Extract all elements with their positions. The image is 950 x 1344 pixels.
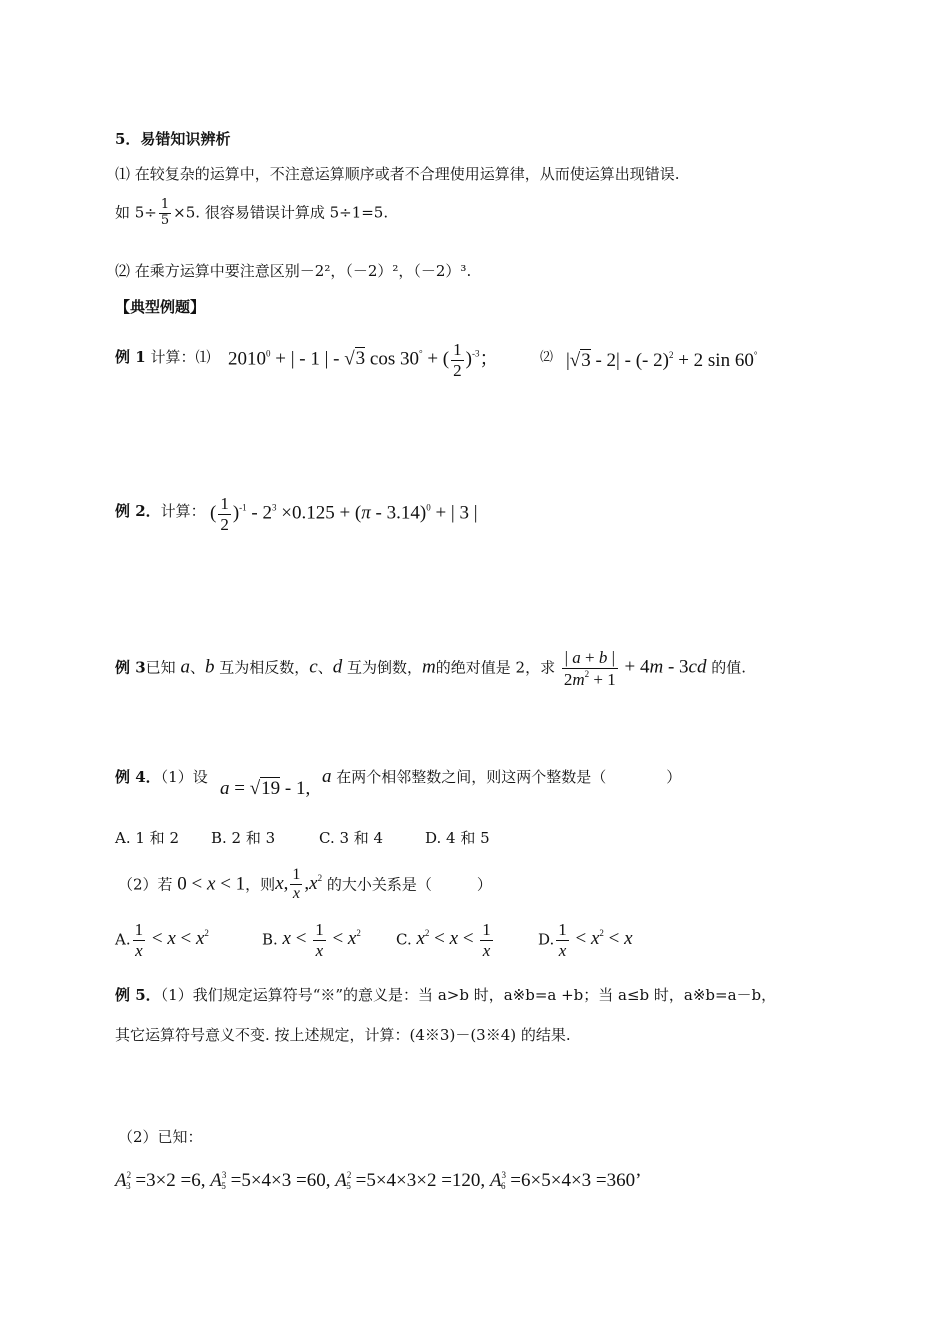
examples-heading: 【典型例题】 xyxy=(115,298,206,316)
option-c: C. 3 和 4 xyxy=(319,829,384,847)
example-1-part2-label: ⑵ xyxy=(540,350,554,365)
example-1-intro: 计算：⑴ xyxy=(150,348,211,366)
example-2 xyxy=(115,500,206,521)
var-c: c xyxy=(309,656,318,678)
example-1-formula-2: |√3 - 2| - (- 2)$^2$ + 2 sin 60° xyxy=(566,350,758,371)
example-3-label: 例 3 xyxy=(115,658,146,677)
paragraph-3: ⑵ 在乘方运算中要注意区别－2²，（－2）²，（－2）³. xyxy=(115,262,472,280)
example-4-option-a: A. $\frac{1}{x}$ < $x < x^2$ xyxy=(115,920,209,960)
example-4-part-1: 例 4．（1）设 xyxy=(115,768,208,786)
example-4-label: 例 4． xyxy=(115,768,161,786)
option-d: D. 4 和 5 xyxy=(425,829,490,847)
var-m: m xyxy=(422,656,436,678)
var-d: d xyxy=(332,656,343,678)
p2-suffix: ×5. 很容易错误计算成 5÷1=5. xyxy=(173,203,389,222)
example-1-label: 例 1 xyxy=(115,348,146,366)
paragraph-1: ⑴ 在较复杂的运算中，不注意运算顺序或者不合理使用运算律，从而使运算出现错误. xyxy=(115,165,680,183)
section-heading: 5．易错知识辨析 xyxy=(115,130,231,148)
example-1-formula-1: $2010^0$ + | - 1 | - √3 cos 30° + ( $\frac{1}{2}$ )$^{-3}$； xyxy=(228,340,499,380)
example-4-part-1-text: a 在两个相邻整数之间，则这两个整数是（ ） xyxy=(322,766,682,787)
example-4-option-d: D. $\frac{1}{x}$ < $x^2 < x$ xyxy=(538,920,633,960)
example-3-fraction: $\frac{| a + b |}{2m^2 + 1}$ xyxy=(563,648,616,689)
p2-prefix: 如 5÷ xyxy=(115,203,157,222)
example-5-part-2: （2）已知： xyxy=(118,1128,203,1146)
option-b: B. 2 和 3 xyxy=(211,829,276,847)
example-2-formula: ( $\frac{1}{2}$ )$^{-1} - 2^3 \times 0.125 + (\pi - 3.14)^0$ + | 3 | xyxy=(210,494,478,534)
fraction-one-fifth: $\frac{1}{5}$ xyxy=(160,197,170,228)
example-4-options-1 xyxy=(115,827,490,848)
example-5-line-2: 其它运算符号意义不变. 按上述规定，计算：(4※3)－(3※4) 的结果. xyxy=(115,1026,571,1044)
var-b: b xyxy=(204,656,215,678)
example-4-option-c: C. $x^2 < x$ < $\frac{1}{x}$ xyxy=(396,920,491,960)
example-2-intro: 计算： xyxy=(160,502,206,520)
paragraph-2 xyxy=(115,198,388,229)
example-5-label: 例 5． xyxy=(115,986,161,1004)
option-a: A. 1 和 2 xyxy=(115,829,179,847)
example-1 xyxy=(115,346,210,367)
example-2-label: 例 2． xyxy=(115,502,161,520)
example-3: 例 3已知 a、b 互为相反数，c、d 互为倒数，m的绝对值是 2，求 $\frac{| a + b |}{2m^2 + 1}$ + 4m - 3cd 的值. xyxy=(115,648,747,689)
example-4-option-b: B. x < $\frac{1}{x}$ < $x^2$ xyxy=(262,920,361,960)
example-4-formula-1: a = √19 - 1, xyxy=(220,778,311,799)
example-5-line-1: 例 5．（1）我们规定运算符号“※”的意义是：当 a>b 时，a※b=a +b；当 a≤b 时，a※b=a－b， xyxy=(115,986,777,1004)
example-4-part-2: （2）若 0 < x < 1，则x, $\frac{1}{x}$ $,x^2$ 的大小关系是（ ） xyxy=(118,866,492,903)
example-5-formula: $A^2_3 =3\times 2 =6$, $A^3_5 =5\times 4\times 3 =60$, $A^2_5 =5\times 4\times 3\times 2 =120$, $A^3_6 =6\times 5\times 4\times 3 =360$’ xyxy=(115,1170,642,1191)
var-a: a xyxy=(180,656,190,678)
